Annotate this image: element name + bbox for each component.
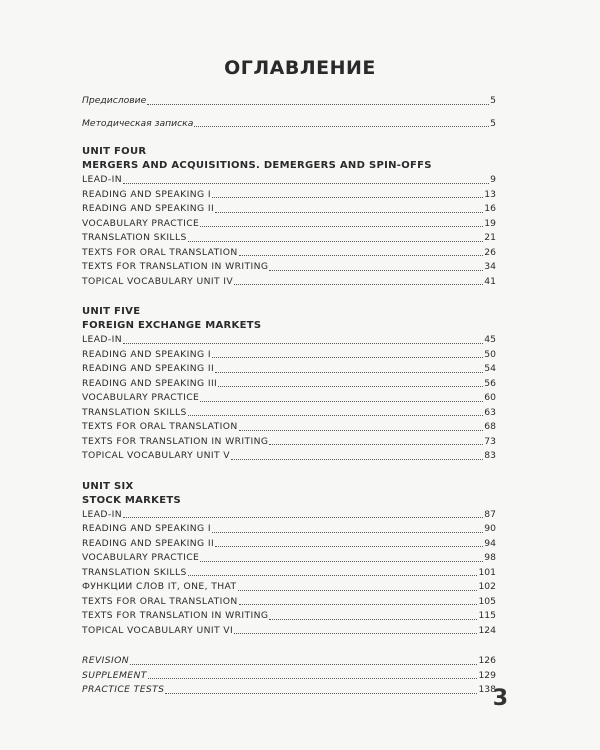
dot-leader [194, 125, 489, 127]
appendix-section [82, 654, 496, 698]
toc-entry [82, 537, 496, 552]
toc-entry-label: READING AND SPEAKING I [82, 523, 211, 534]
toc-entry [82, 624, 496, 639]
dot-leader [239, 254, 484, 256]
toc-entry [82, 609, 496, 624]
toc-entry-page: 126 [478, 655, 496, 666]
toc-entry-label: TEXTS FOR ORAL TRANSLATION [82, 421, 238, 432]
toc-entry [82, 580, 496, 595]
dot-leader [123, 516, 483, 518]
toc-entry-label: TEXTS FOR ORAL TRANSLATION [82, 595, 238, 607]
toc-entry-page: 16 [484, 203, 496, 214]
toc-entry-page: 90 [484, 523, 496, 534]
toc-entry-page: 63 [484, 406, 496, 418]
toc-entry-page: 115 [478, 610, 496, 621]
toc-entry [82, 595, 496, 610]
toc-entry-label: TEXTS FOR TRANSLATION IN WRITING [82, 261, 269, 272]
toc-entry-page: 41 [484, 275, 496, 287]
toc-entry-label: Методическая записка [82, 117, 194, 129]
toc-entry-page: 73 [484, 435, 496, 447]
toc-entry [82, 654, 496, 669]
toc-entry-label: TOPICAL VOCABULARY UNIT IV [82, 275, 234, 287]
unit-heading: UNIT SIX [82, 480, 134, 492]
toc-entry [82, 551, 496, 566]
toc-entry-label: REVISION [82, 655, 130, 666]
dot-leader [215, 371, 483, 373]
dot-leader [188, 574, 478, 576]
toc-entry-page: 26 [484, 246, 496, 258]
dot-leader [238, 589, 478, 591]
toc-entry [82, 566, 496, 581]
toc-entry-page: 101 [478, 566, 496, 578]
toc-entry [82, 348, 496, 363]
toc-entry-label: VOCABULARY PRACTICE [82, 552, 200, 563]
toc-entry [82, 94, 496, 109]
toc-entry [82, 435, 496, 450]
unit-subtitle: STOCK MARKETS [82, 494, 181, 506]
toc-entry-label: SUPPLEMENT [82, 669, 147, 681]
toc-entry-label: READING AND SPEAKING II [82, 363, 215, 374]
toc-entry-page: 68 [484, 421, 496, 432]
toc-entry [82, 260, 496, 275]
dot-leader [269, 269, 483, 271]
dot-leader [239, 603, 478, 605]
unit-subtitle: MERGERS AND ACQUISITIONS. DEMERGERS AND SPIN-OFFS [82, 160, 432, 171]
toc-entry-page: 98 [484, 552, 496, 563]
toc-entry-page: 83 [484, 450, 496, 461]
dot-leader [212, 531, 483, 533]
dot-leader [269, 618, 477, 620]
toc-entry-label: LEAD-IN [82, 174, 122, 185]
dot-leader [231, 458, 483, 460]
toc-entry-label: TOPICAL VOCABULARY UNIT VI [82, 624, 234, 636]
toc-entry [82, 117, 496, 132]
toc-entry [82, 669, 496, 684]
dot-leader [234, 632, 477, 634]
toc-entry-label: TRANSLATION SKILLS [82, 566, 187, 578]
dot-leader [123, 342, 483, 344]
toc-entry-label: TOPICAL VOCABULARY UNIT V [82, 450, 230, 461]
dot-leader [234, 283, 483, 285]
toc-entry [82, 202, 496, 217]
dot-leader [147, 103, 489, 105]
toc-entry [82, 173, 496, 188]
toc-entry-label: TRANSLATION SKILLS [82, 406, 187, 418]
dot-leader [148, 677, 478, 679]
unit-subtitle: FOREIGN EXCHANGE MARKETS [82, 320, 262, 331]
toc-entry-page: 9 [490, 174, 496, 185]
toc-entry [82, 377, 496, 392]
toc-entry-page: 124 [478, 624, 496, 636]
toc-entry-label: READING AND SPEAKING III [82, 377, 218, 389]
unit-heading: UNIT FOUR [82, 146, 147, 157]
toc-entry-label: VOCABULARY PRACTICE [82, 217, 200, 229]
dot-leader [200, 560, 483, 562]
toc-entry-label: TRANSLATION SKILLS [82, 232, 187, 243]
dot-leader [218, 385, 483, 387]
unit-heading: UNIT FIVE [82, 306, 141, 317]
toc-entry [82, 217, 496, 232]
toc-entry [82, 231, 496, 246]
dot-leader [212, 356, 483, 358]
dot-leader [200, 225, 483, 227]
toc-entry [82, 449, 496, 464]
toc-entry-label: READING AND SPEAKING I [82, 348, 211, 360]
toc-entry-page: 56 [484, 377, 496, 389]
toc-entry-label: TEXTS FOR TRANSLATION IN WRITING [82, 610, 269, 621]
dot-leader [123, 182, 489, 184]
toc-entry-page: 13 [484, 188, 496, 200]
toc-entry-page: 5 [490, 95, 496, 106]
toc-entry-page: 45 [484, 334, 496, 345]
toc-entry [82, 246, 496, 261]
toc-entry-label: READING AND SPEAKING II [82, 203, 215, 214]
toc-entry-label: READING AND SPEAKING I [82, 188, 211, 200]
toc-entry-label: TEXTS FOR TRANSLATION IN WRITING [82, 435, 269, 447]
toc-entry [82, 333, 496, 348]
toc-entry-page: 138 [478, 684, 496, 695]
toc-entry-label: READING AND SPEAKING II [82, 537, 215, 549]
toc-entry-page: 50 [484, 348, 496, 360]
dot-leader [130, 663, 477, 665]
toc-entry-page: 102 [478, 581, 496, 592]
toc-entry [82, 406, 496, 421]
dot-leader [165, 692, 477, 694]
toc-entry-page: 34 [484, 261, 496, 272]
page-title: ОГЛАВЛЕНИЕ [224, 57, 376, 79]
toc-entry [82, 420, 496, 435]
units-section [82, 131, 496, 638]
toc-entry [82, 362, 496, 377]
toc-entry-label: LEAD-IN [82, 508, 122, 520]
toc-entry-label: ФУНКЦИИ СЛОВ IT, ONE, THAT [82, 581, 237, 592]
table-of-contents [82, 94, 496, 698]
toc-entry-page: 21 [484, 232, 496, 243]
toc-entry [82, 275, 496, 290]
toc-entry-page: 105 [478, 595, 496, 607]
dot-leader [188, 414, 484, 416]
dot-leader [239, 429, 484, 431]
toc-entry [82, 522, 496, 537]
dot-leader [188, 240, 484, 242]
toc-entry-label: Предисловие [82, 95, 147, 106]
dot-leader [215, 211, 483, 213]
toc-entry-page: 60 [484, 392, 496, 403]
intro-section [82, 94, 496, 131]
toc-entry-page: 87 [484, 508, 496, 520]
dot-leader [215, 545, 483, 547]
toc-entry-label: VOCABULARY PRACTICE [82, 392, 200, 403]
toc-entry-label: PRACTICE TESTS [82, 684, 165, 695]
dot-leader [200, 400, 483, 402]
page-number: 3 [492, 686, 508, 711]
toc-entry-label: LEAD-IN [82, 334, 122, 345]
toc-entry-page: 5 [490, 117, 496, 129]
toc-entry [82, 683, 496, 698]
toc-entry-page: 19 [484, 217, 496, 229]
toc-entry-page: 94 [484, 537, 496, 549]
dot-leader [269, 443, 483, 445]
toc-entry-label: TEXTS FOR ORAL TRANSLATION [82, 246, 238, 258]
toc-entry [82, 188, 496, 203]
dot-leader [212, 196, 483, 198]
toc-entry-page: 129 [478, 669, 496, 681]
toc-entry [82, 508, 496, 523]
toc-entry-page: 54 [484, 363, 496, 374]
toc-entry [82, 391, 496, 406]
